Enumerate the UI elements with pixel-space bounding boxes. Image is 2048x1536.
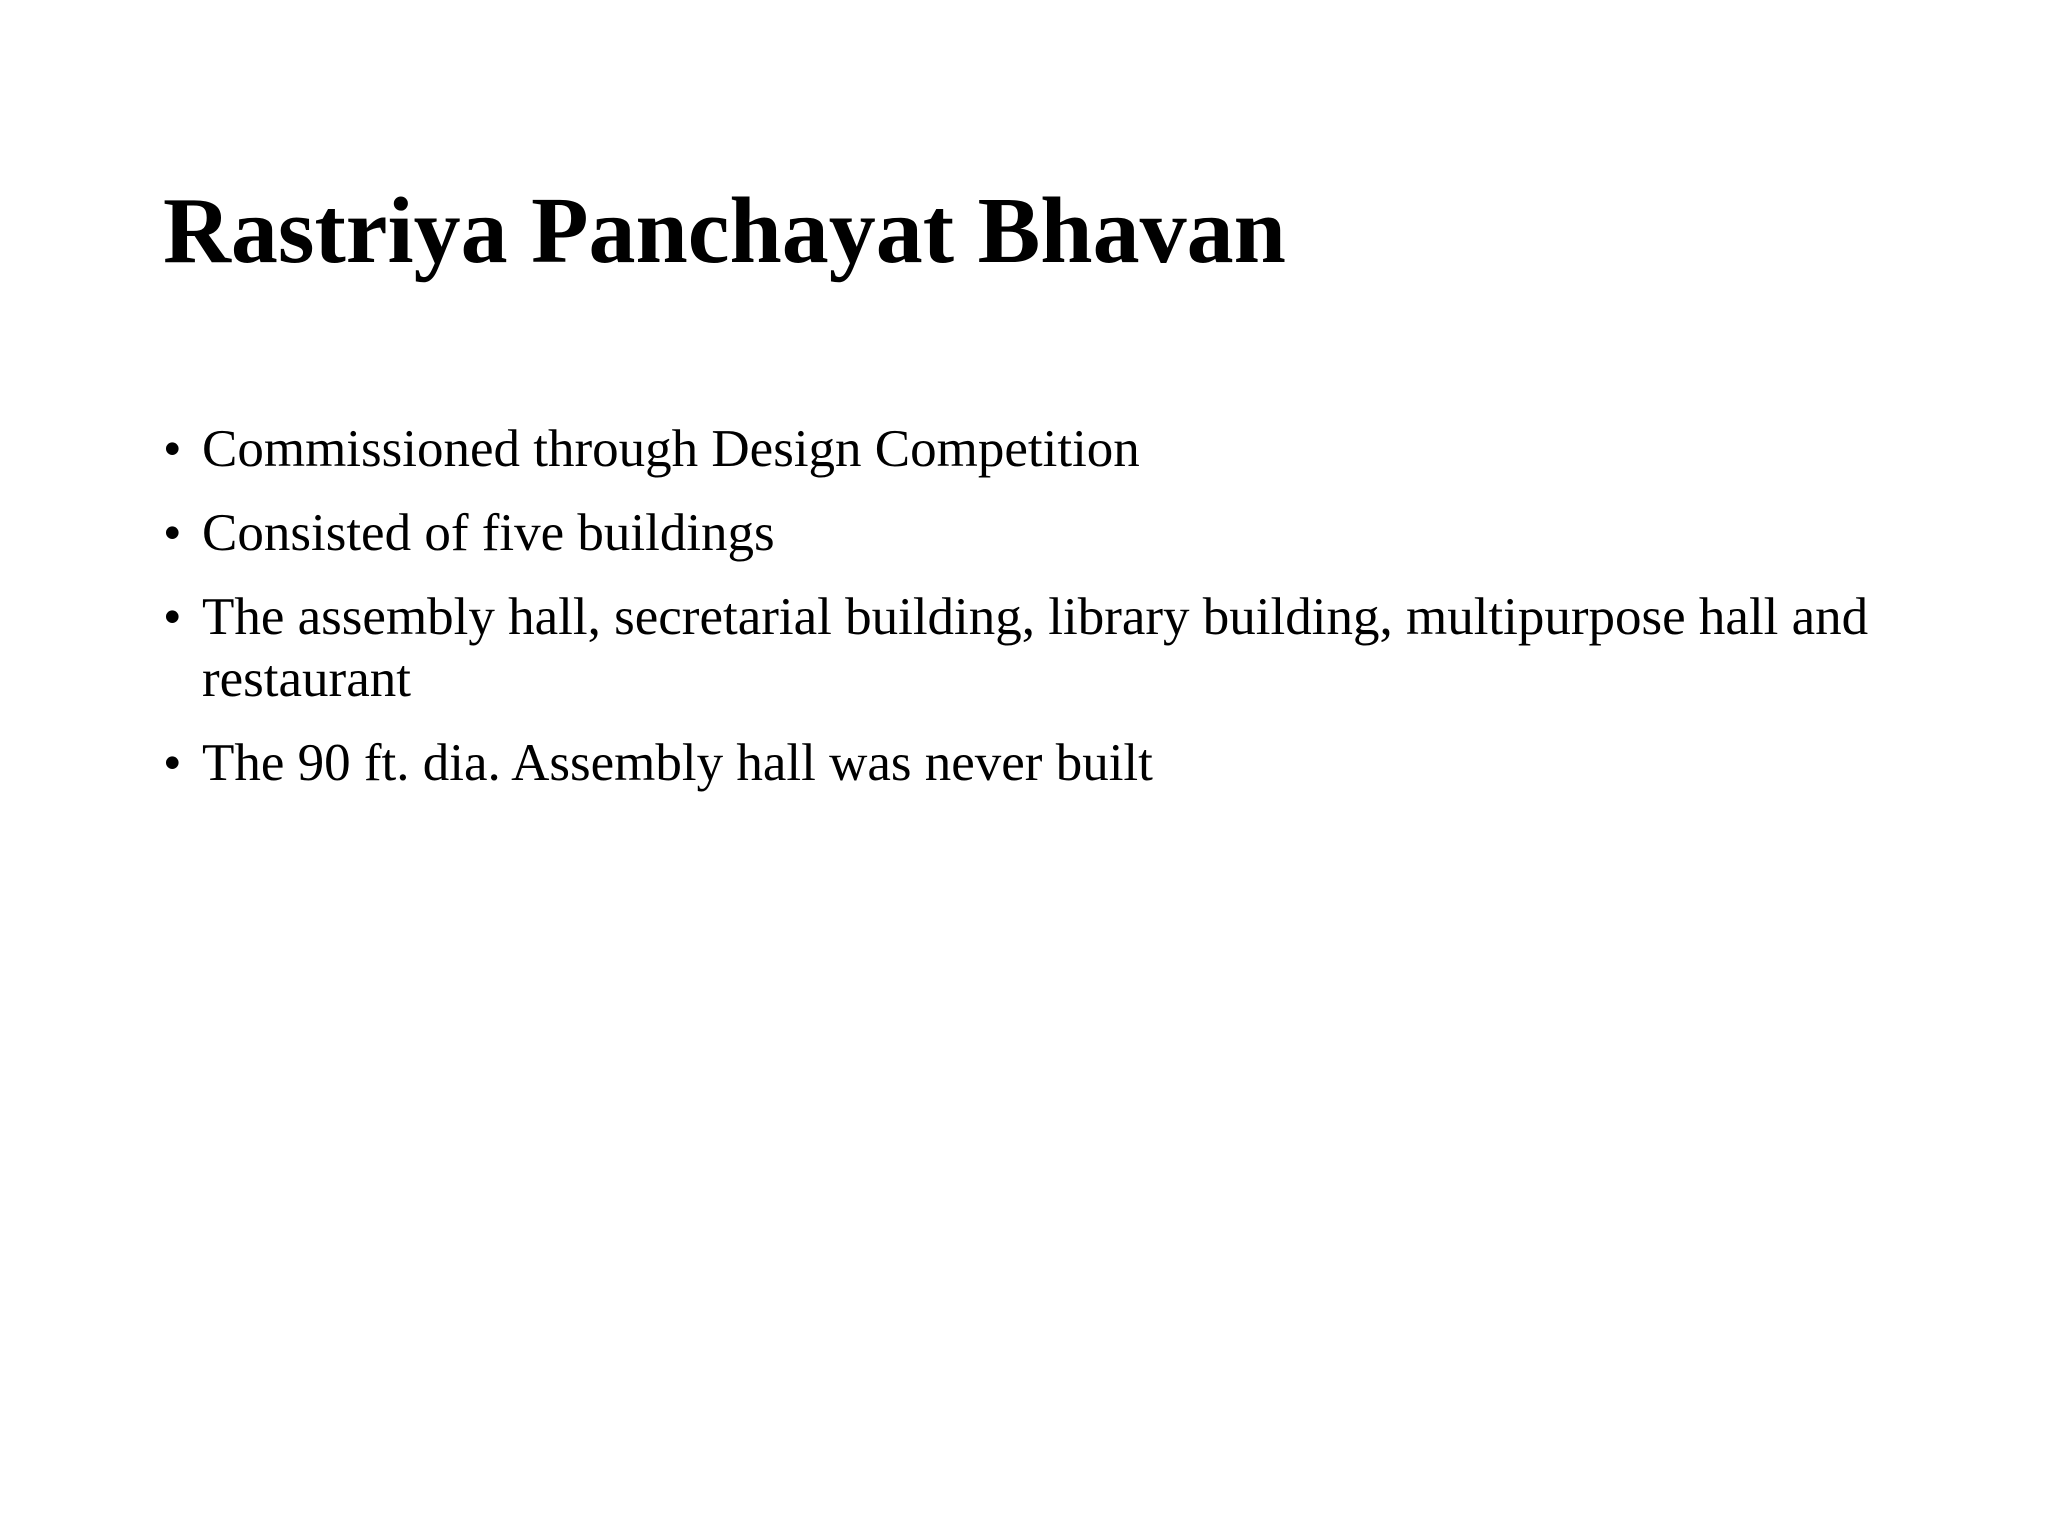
bullet-text: Consisted of five buildings [202,504,775,562]
bullet-marker: • [163,504,182,562]
bullet-item [163,502,1883,564]
bullet-text: The assembly hall, secretarial building, library building, multipurpose hall and restaurant [202,588,1869,708]
bullet-item [163,732,1883,794]
bullet-marker: • [163,734,182,792]
bullet-text: Commissioned through Design Competition [202,420,1140,478]
bullet-item [163,418,1883,480]
bullet-list [163,418,1883,816]
slide-title: Rastriya Panchayat Bhavan [163,179,1286,283]
bullet-marker: • [163,588,182,646]
bullet-text: The 90 ft. dia. Assembly hall was never built [202,734,1153,792]
bullet-item [163,586,1883,710]
bullet-marker: • [163,420,182,478]
